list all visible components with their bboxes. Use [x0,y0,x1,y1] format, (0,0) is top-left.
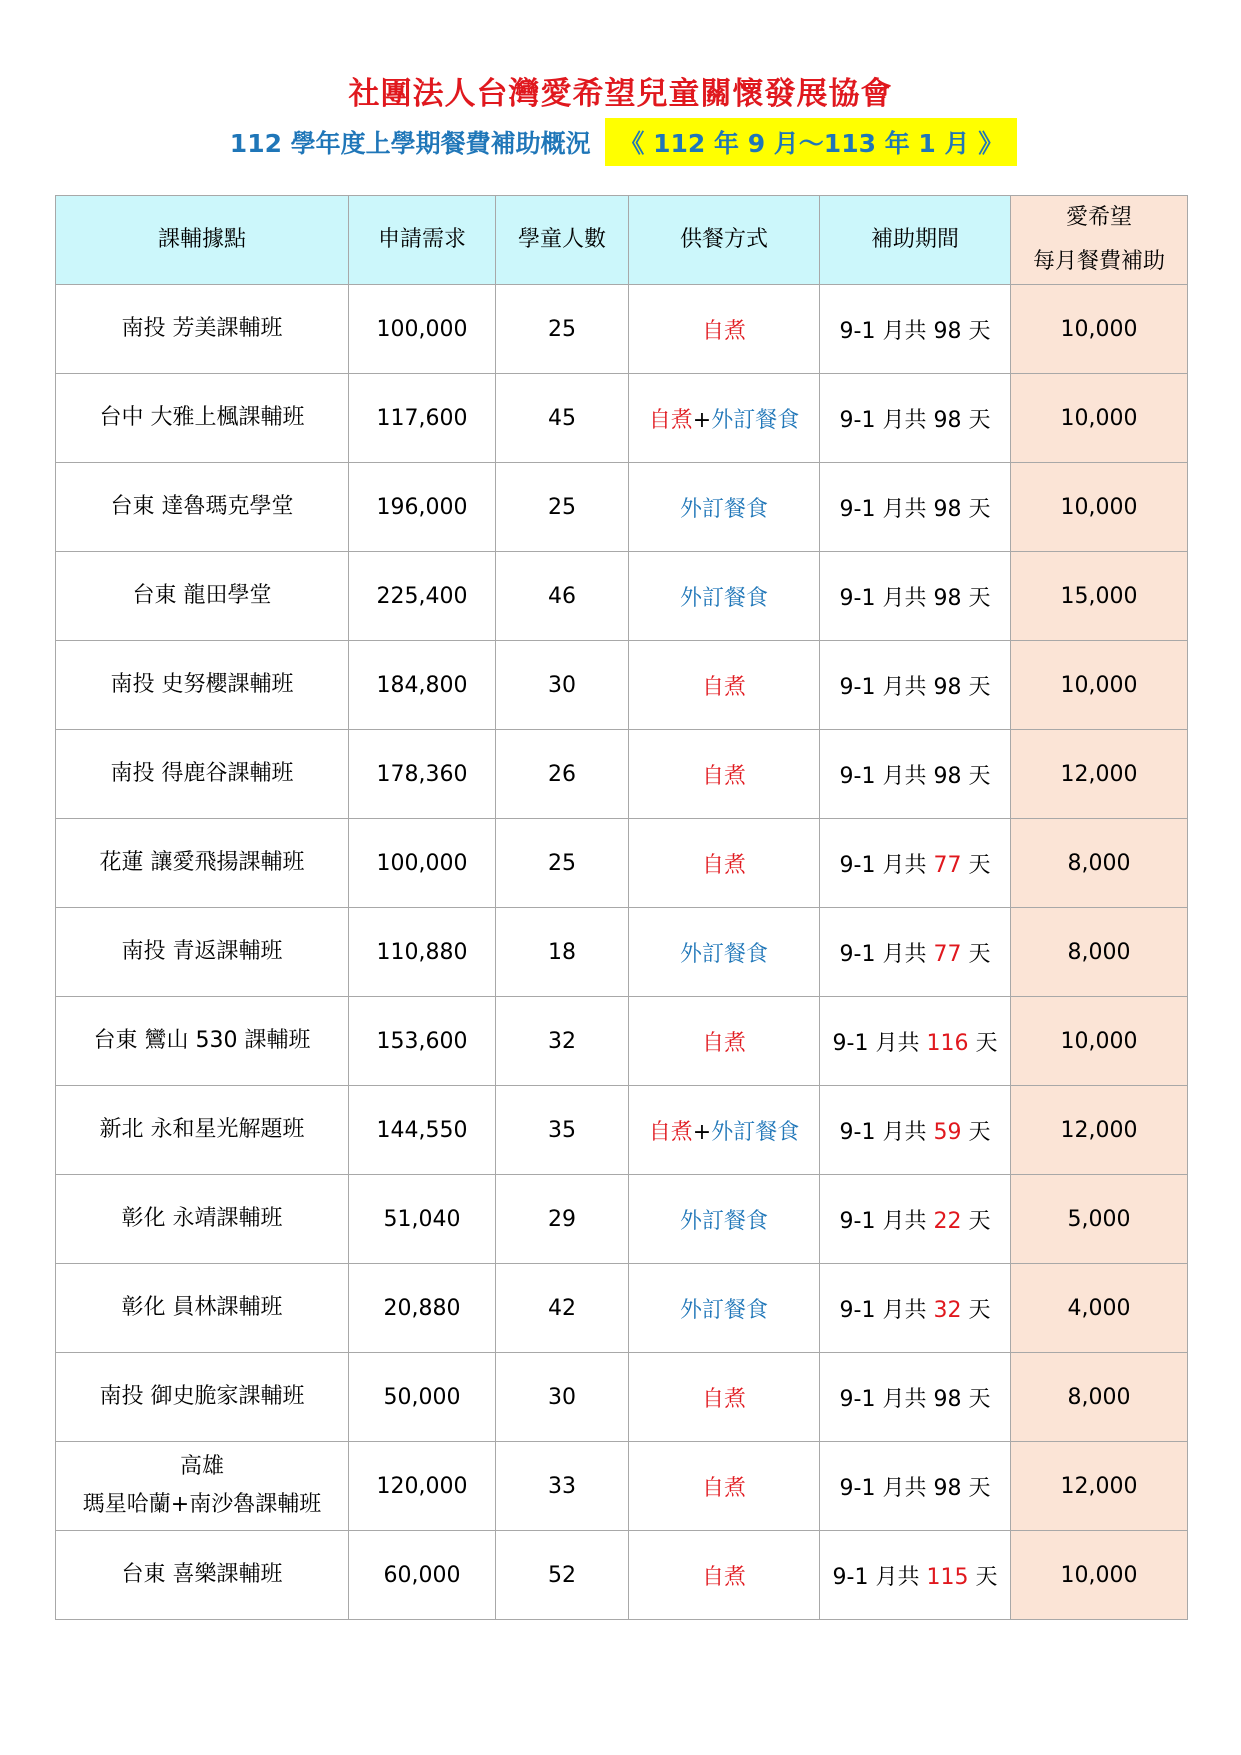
cell-request: 120,000 [349,1442,496,1531]
period-days: 98 [933,407,962,433]
cell-meal [629,641,820,730]
period-suffix: 天 [961,674,991,700]
cell-students: 32 [496,997,629,1086]
cell-site [56,908,349,997]
header-subsidy-line1: 愛希望 [1065,205,1132,230]
period-days: 77 [933,852,962,878]
site-name: 新北 永和星光解題班 [99,1117,305,1142]
cell-students: 33 [496,1442,629,1531]
cell-period [820,997,1011,1086]
cell-subsidy: 8,000 [1011,908,1188,997]
period-days: 115 [926,1564,969,1590]
period-days: 98 [933,1475,962,1501]
meal-ordered: 外訂餐食 [679,1208,768,1234]
meal-plus: + [692,1119,712,1145]
site-name: 台東 達魯瑪克學堂 [110,494,294,519]
period-prefix: 9-1 月共 [832,1030,927,1056]
cell-site [56,552,349,641]
period-prefix: 9-1 月共 [839,941,934,967]
cell-meal [629,908,820,997]
period-prefix: 9-1 月共 [839,763,934,789]
period-prefix: 9-1 月共 [839,1208,934,1234]
site-name: 南投 青返課輔班 [121,939,283,964]
period-suffix: 天 [961,1208,991,1234]
table-row [56,374,1188,463]
cell-period [820,1264,1011,1353]
cell-meal [629,1531,820,1620]
cell-request: 117,600 [349,374,496,463]
cell-subsidy: 4,000 [1011,1264,1188,1353]
period-days: 98 [933,674,962,700]
cell-period [820,1086,1011,1175]
cell-site [56,1531,349,1620]
cell-site [56,463,349,552]
period-prefix: 9-1 月共 [839,496,934,522]
cell-period [820,374,1011,463]
period-days: 98 [933,585,962,611]
period-suffix: 天 [961,1386,991,1412]
site-name-line2: 瑪星哈蘭+南沙魯課輔班 [82,1492,322,1517]
site-name: 南投 芳美課輔班 [121,316,283,341]
subsidy-table [55,195,1188,1620]
cell-subsidy: 10,000 [1011,374,1188,463]
cell-students: 26 [496,730,629,819]
period-days: 98 [933,318,962,344]
cell-period [820,285,1011,374]
cell-meal [629,285,820,374]
period-suffix: 天 [961,318,991,344]
cell-request: 196,000 [349,463,496,552]
meal-self-cook: 自煮 [701,1030,746,1056]
period-prefix: 9-1 月共 [839,585,934,611]
cell-request: 144,550 [349,1086,496,1175]
meal-self-cook: 自煮 [701,1475,746,1501]
header-subsidy [1011,196,1188,285]
period-prefix: 9-1 月共 [839,1386,934,1412]
cell-meal [629,374,820,463]
period-highlight: 《 112 年 9 月～113 年 1 月 》 [605,118,1017,166]
cell-site [56,730,349,819]
meal-ordered: 外訂餐食 [679,585,768,611]
site-name: 花蓮 讓愛飛揚課輔班 [99,850,305,875]
table-row [56,1531,1188,1620]
cell-site [56,1442,349,1531]
cell-site [56,1086,349,1175]
period-suffix: 天 [961,1297,991,1323]
cell-period [820,1175,1011,1264]
period-days: 22 [933,1208,962,1234]
meal-ordered: 外訂餐食 [711,407,800,433]
header-period: 補助期間 [820,196,1011,285]
cell-request: 50,000 [349,1353,496,1442]
header-request: 申請需求 [349,196,496,285]
cell-meal [629,1175,820,1264]
period-suffix: 天 [961,852,991,878]
cell-meal [629,1086,820,1175]
cell-period [820,463,1011,552]
cell-site [56,285,349,374]
meal-ordered: 外訂餐食 [679,1297,768,1323]
cell-site [56,997,349,1086]
cell-site [56,641,349,730]
cell-students: 42 [496,1264,629,1353]
cell-subsidy: 5,000 [1011,1175,1188,1264]
period-prefix: 9-1 月共 [839,407,934,433]
cell-subsidy: 10,000 [1011,1531,1188,1620]
cell-request: 184,800 [349,641,496,730]
table-row [56,1175,1188,1264]
cell-period [820,908,1011,997]
period-suffix: 天 [961,585,991,611]
period-suffix: 天 [961,496,991,522]
page-subtitle: 112 學年度上學期餐費補助概況 [229,129,591,158]
period-suffix: 天 [961,1119,991,1145]
header-site: 課輔據點 [56,196,349,285]
meal-self-cook: 自煮 [701,852,746,878]
cell-site [56,1175,349,1264]
period-prefix: 9-1 月共 [839,852,934,878]
cell-period [820,819,1011,908]
cell-students: 30 [496,641,629,730]
table-row [56,1353,1188,1442]
cell-students: 52 [496,1531,629,1620]
cell-site [56,1353,349,1442]
period-prefix: 9-1 月共 [839,1475,934,1501]
site-name: 台東 喜樂課輔班 [121,1562,283,1587]
cell-students: 18 [496,908,629,997]
cell-meal [629,463,820,552]
table-row [56,641,1188,730]
meal-self-cook: 自煮 [701,1564,746,1590]
period-prefix: 9-1 月共 [839,674,934,700]
cell-subsidy: 12,000 [1011,1442,1188,1531]
cell-meal [629,730,820,819]
cell-subsidy: 10,000 [1011,641,1188,730]
cell-subsidy: 12,000 [1011,730,1188,819]
table-row [56,908,1188,997]
meal-self-cook: 自煮 [648,1119,693,1145]
site-name: 南投 得鹿谷課輔班 [110,761,294,786]
site-name: 彰化 永靖課輔班 [121,1206,283,1231]
cell-students: 46 [496,552,629,641]
header-students: 學童人數 [496,196,629,285]
cell-site [56,819,349,908]
site-name: 台東 龍田學堂 [132,583,272,608]
cell-meal [629,1264,820,1353]
cell-request: 100,000 [349,819,496,908]
cell-request: 60,000 [349,1531,496,1620]
cell-meal [629,819,820,908]
meal-ordered: 外訂餐食 [679,941,768,967]
period-suffix: 天 [961,407,991,433]
cell-period [820,1442,1011,1531]
period-suffix: 天 [961,1475,991,1501]
cell-subsidy: 10,000 [1011,463,1188,552]
cell-students: 25 [496,463,629,552]
table-row [56,1264,1188,1353]
period-days: 59 [933,1119,962,1145]
table-row [56,285,1188,374]
table-row [56,1442,1188,1531]
period-days: 77 [933,941,962,967]
cell-request: 20,880 [349,1264,496,1353]
cell-request: 153,600 [349,997,496,1086]
cell-subsidy: 10,000 [1011,285,1188,374]
cell-students: 35 [496,1086,629,1175]
table-row [56,819,1188,908]
cell-subsidy: 12,000 [1011,1086,1188,1175]
site-name: 南投 御史脆家課輔班 [99,1384,305,1409]
cell-request: 51,040 [349,1175,496,1264]
cell-period [820,641,1011,730]
cell-subsidy: 10,000 [1011,997,1188,1086]
cell-subsidy: 8,000 [1011,819,1188,908]
cell-subsidy: 15,000 [1011,552,1188,641]
period-prefix: 9-1 月共 [839,318,934,344]
meal-ordered: 外訂餐食 [711,1119,800,1145]
cell-period [820,730,1011,819]
table-row [56,997,1188,1086]
cell-meal [629,1353,820,1442]
period-days: 116 [926,1030,969,1056]
header-meal: 供餐方式 [629,196,820,285]
cell-students: 25 [496,819,629,908]
meal-self-cook: 自煮 [701,763,746,789]
period-days: 98 [933,763,962,789]
cell-site [56,374,349,463]
table-row [56,552,1188,641]
period-suffix: 天 [961,941,991,967]
cell-subsidy: 8,000 [1011,1353,1188,1442]
page-title: 社團法人台灣愛希望兒童關懷發展協會 [348,76,893,112]
period-suffix: 天 [961,763,991,789]
cell-students: 25 [496,285,629,374]
meal-self-cook: 自煮 [701,1386,746,1412]
cell-meal [629,1442,820,1531]
site-name: 台中 大雅上楓課輔班 [99,405,305,430]
cell-period [820,1353,1011,1442]
meal-ordered: 外訂餐食 [679,496,768,522]
period-suffix: 天 [968,1030,998,1056]
cell-request: 110,880 [349,908,496,997]
meal-self-cook: 自煮 [648,407,693,433]
period-prefix: 9-1 月共 [832,1564,927,1590]
cell-period [820,552,1011,641]
meal-self-cook: 自煮 [701,318,746,344]
cell-period [820,1531,1011,1620]
cell-request: 100,000 [349,285,496,374]
cell-students: 29 [496,1175,629,1264]
table-row [56,730,1188,819]
cell-request: 225,400 [349,552,496,641]
table-row [56,1086,1188,1175]
site-name: 南投 史努櫻課輔班 [110,672,294,697]
cell-request: 178,360 [349,730,496,819]
site-name: 彰化 員林課輔班 [121,1295,283,1320]
meal-self-cook: 自煮 [701,674,746,700]
cell-students: 45 [496,374,629,463]
period-days: 98 [933,1386,962,1412]
period-prefix: 9-1 月共 [839,1119,934,1145]
table-row [56,463,1188,552]
site-name: 台東 鸞山 530 課輔班 [93,1028,311,1053]
site-name: 高雄 [179,1454,224,1479]
cell-meal [629,552,820,641]
cell-site [56,1264,349,1353]
period-days: 32 [933,1297,962,1323]
period-prefix: 9-1 月共 [839,1297,934,1323]
period-suffix: 天 [968,1564,998,1590]
meal-plus: + [692,407,712,433]
cell-meal [629,997,820,1086]
cell-students: 30 [496,1353,629,1442]
period-days: 98 [933,496,962,522]
header-subsidy-line2: 每月餐費補助 [1032,249,1165,274]
subtitle-row [0,118,1241,166]
table-header-row [56,196,1188,285]
